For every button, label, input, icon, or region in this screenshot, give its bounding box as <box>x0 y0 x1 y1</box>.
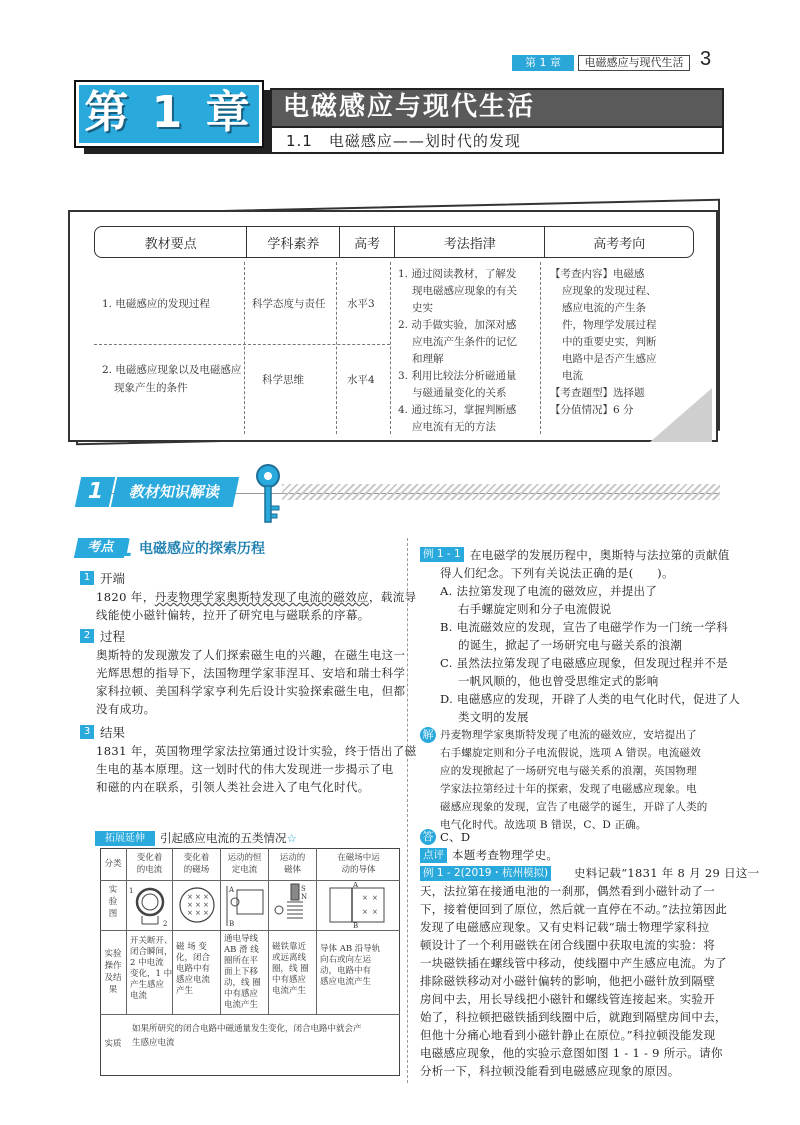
essence-line-2: 生感应电流 <box>132 1038 175 1048</box>
section-title-knowledge: 教材知识解读 <box>111 477 239 507</box>
comment-tag: 点评 <box>420 848 447 863</box>
svg-text:×: × <box>187 909 193 917</box>
example-2-line: 一块磁铁插在螺线管中移动，使线圈中产生感应电流。为了 <box>420 956 727 970</box>
grid-category-label: 分类 <box>104 859 122 869</box>
process-cell-3: 通电导线 AB 滑 线 圈所在平 面上下移 动，线 圈 中有感应 电流产生 <box>224 934 261 1010</box>
essence-line-1: 如果所研究的闭合电路中磁通量发生变化，闭合电路中就会产 <box>132 1024 362 1034</box>
header-points: 教材要点 <box>95 227 247 257</box>
table-row-2-literacy: 科学思维 <box>262 374 304 386</box>
example-2-line: 排除磁铁移动对小磁针偏转的影响，他把小磁针放到隔壁 <box>420 974 715 988</box>
example-tag: 例 1 - 1 <box>420 547 464 562</box>
step-3-line: 1831 年，英国物理学家法拉第通过设计实验，终于悟出了磁 <box>96 744 417 758</box>
column-divider <box>407 538 408 1083</box>
svg-text:×: × <box>362 908 368 916</box>
guide-line: 现电磁感应现象的有关 <box>412 285 517 297</box>
option-a-cont: 右手螺旋定则和分子电流假说 <box>458 602 612 616</box>
example-2-line: 发现了电磁感应现象。又有史料记载“瑞士物理学家科拉 <box>420 920 710 934</box>
section-title: 1.1 电磁感应——划时代的发现 <box>286 132 521 150</box>
moving-conductor-figure <box>322 882 396 928</box>
step-title: 过程 <box>100 629 126 644</box>
chapter-title: 电磁感应与现代生活 <box>283 92 536 122</box>
example-2-tag: 例 1 - 2(2019・杭州模拟) <box>420 866 551 881</box>
fig-label-a: A <box>229 886 235 894</box>
option-d-cont: 类文明的发展 <box>458 710 529 724</box>
grid-header-5: 在磁场中运 动的导体 <box>337 853 380 875</box>
guide-line: 4. 通过练习，掌握判断感 <box>398 404 517 416</box>
grid-essence-label: 实质 <box>104 1039 122 1049</box>
step-2-line: 家科拉顿、美国科学家亨利先后设计实验探索磁生电，但都 <box>96 684 406 698</box>
table-row-1-literacy: 科学态度与责任 <box>252 298 326 310</box>
direction-line: 电流 <box>562 370 583 382</box>
header-direction: 高考考向 <box>593 236 646 252</box>
header-guide: 考法指津 <box>395 227 546 257</box>
fig-label-2: 2 <box>163 920 168 928</box>
process-cell-4: 磁铁靠近 或远离线 圈，线 圈 中有感应 电流产生 <box>272 942 309 996</box>
section-number: 1 <box>75 477 115 507</box>
table-row-1-level: 水平3 <box>347 298 375 310</box>
svg-text:×: × <box>362 894 368 902</box>
option-c: C. 虽然法拉第发现了电磁感应现象，但发现过程并不是 <box>440 656 728 670</box>
magnetic-field-figure <box>176 884 218 928</box>
step-title: 结果 <box>100 725 126 740</box>
year-text: 1820 年， <box>96 590 155 604</box>
direction-line: 感应电流的产生条 <box>562 302 646 314</box>
grid-header-4: 运动的 磁体 <box>279 853 306 875</box>
direction-line: 件，物理学发展过程 <box>562 319 657 331</box>
topic-number: 1 <box>117 534 134 562</box>
example-stem-line: 在电磁学的发展历程中，奥斯特与法拉第的贡献值 <box>470 548 730 562</box>
page-curl <box>650 388 712 442</box>
grid-header-3: 运动的恒 定电流 <box>227 853 262 875</box>
fig-label-b: B <box>229 920 235 928</box>
chapter-number: 第 1 章 <box>84 87 254 138</box>
process-cell-2: 磁 场 变 化，闭合 电路中有 感应电流 产生 <box>176 942 211 996</box>
extension-tag: 拓展延伸 <box>95 831 155 846</box>
option-b: B. 电流磁效应的发现，宣告了电磁学作为一门统一学科 <box>440 620 729 634</box>
step-number: 1 <box>80 571 94 585</box>
fig-label-b: B <box>353 922 359 928</box>
comment-text: 本题考查物理学史。 <box>452 848 559 862</box>
step-1-line-1 <box>96 588 417 606</box>
guide-line: 应电流产生条件的记忆 <box>412 336 517 348</box>
coil-figure <box>128 882 172 928</box>
step-number: 2 <box>80 629 94 643</box>
option-d: D. 电磁感应的发现，开辟了人类的电气化时代，促进了人 <box>440 692 741 706</box>
direction-line: 【分值情况】6 分 <box>550 404 634 416</box>
header-literacy: 学科素养 <box>247 227 340 257</box>
topic-tag: 考点 <box>74 538 128 558</box>
direction-line: 【考查题型】选择题 <box>550 387 645 399</box>
solution-line: 学家法拉第经过十年的探索，发现了电磁感应现象。电 <box>440 783 697 795</box>
guide-line: 2. 动手做实验，加深对感 <box>398 319 517 331</box>
svg-text:×: × <box>195 893 201 901</box>
example-2-line: 史料记载“1831 年 8 月 29 日这一 <box>574 866 760 880</box>
solution-line: 应的发现掀起了一场研究电与磁关系的浪潮，英国物理 <box>440 765 697 777</box>
fig-label-s: S <box>301 885 306 893</box>
example-2-line: 电磁感应现象，他的实验示意图如图 1 - 1 - 9 所示。请你 <box>420 1046 723 1060</box>
example-stem-line: 得人们纪念。下列有关说法正确的是( )。 <box>440 566 674 580</box>
step-2-line: 奥斯特的发现激发了人们探索磁生电的兴趣，在磁生电这一 <box>96 648 406 662</box>
fig-label-a: A <box>353 882 359 889</box>
solution-line: 丹麦物理学家奥斯特发现了电流的磁效应，安培提出了 <box>440 729 697 741</box>
solution-line: 电气化时代。故选项 B 错误，C、D 正确。 <box>440 819 647 831</box>
step-3-line: 生电的基本原理。这一划时代的伟大发现进一步揭示了电 <box>96 762 394 776</box>
study-table-header <box>94 226 694 258</box>
step-3-line: 和磁的内在联系，引领人类社会进入了电气化时代。 <box>96 780 370 794</box>
step-2-line: 光辉思想的指导下，法国物理学家菲涅耳、安培和瑞士科学 <box>96 666 406 680</box>
header-exam: 高考 <box>340 227 395 257</box>
direction-line: 电路中是否产生感应 <box>562 353 657 365</box>
process-cell-5: 导体 AB 沿导轨 向右或向左运 动，电路中有 感应电流产生 <box>320 944 381 987</box>
svg-text:×: × <box>187 901 193 909</box>
example-2-line: 天，法拉第在接通电池的一刹那，偶然看到小磁针动了一 <box>420 884 715 898</box>
direction-line: 中的重要史实，判断 <box>562 336 657 348</box>
example-2-line: 始了，科拉顿把磁铁插到线圈中后，就跑到隔壁房间中去， <box>420 1010 727 1024</box>
fig-label-n: N <box>301 893 308 901</box>
guide-line: 和理解 <box>412 353 444 365</box>
topic-title: 电磁感应的探索历程 <box>139 541 265 557</box>
solution-line: 磁感应现象的发现，宣告了电磁学的诞生，开辟了人类的 <box>440 801 708 813</box>
grid-header-2: 变化着 的磁场 <box>183 853 210 875</box>
direction-line: 应现象的发现过程、 <box>562 285 657 297</box>
step-2-line: 没有成功。 <box>96 702 156 716</box>
table-row-2-level: 水平4 <box>347 374 375 386</box>
svg-text:×: × <box>203 901 209 909</box>
solution-line: 右手螺旋定则和分子电流假说，选项 A 错误。电流磁效 <box>440 747 701 759</box>
grid-header-1: 变化着 的电流 <box>136 853 163 875</box>
option-a: A. 法拉第发现了电流的磁效应，并提出了 <box>440 584 658 598</box>
example-2-line: 顿设计了一个利用磁铁在闭合线圈中获取电流的实验：将 <box>420 938 715 952</box>
chapter-tag: 第 1 章 <box>512 55 574 71</box>
option-c-cont: 一帆风顺的，他也曾受思维定式的影响 <box>458 674 659 688</box>
svg-text:×: × <box>195 909 201 917</box>
table-row-1-point: 1. 电磁感应的发现过程 <box>102 298 210 310</box>
svg-text:×: × <box>187 893 193 901</box>
direction-line: 【考查内容】电磁感 <box>550 268 645 280</box>
continuation-text: ，载流导 <box>368 590 417 604</box>
option-b-cont: 的诞生，掀起了一场研究电与磁关系的浪潮 <box>458 638 683 652</box>
magnet-coil-figure <box>271 882 315 928</box>
guide-line: 1. 通过阅读教材，了解发 <box>398 268 517 280</box>
process-cell-1: 开关断开、 闭合瞬间， 2 中电流 变化，1 中 产生感应 电流 <box>130 936 173 1001</box>
star-icon: ☆ <box>286 831 297 845</box>
section-hatch <box>282 484 720 500</box>
guide-line: 史实 <box>412 302 433 314</box>
svg-text:×: × <box>203 893 209 901</box>
svg-text:×: × <box>195 901 201 909</box>
table-row-2-point-1: 2. 电磁感应现象以及电磁感应 <box>102 364 242 376</box>
fig-label-1: 1 <box>129 887 134 895</box>
guide-line: 应电流有无的方法 <box>412 421 496 433</box>
oersted-discovery-text: 丹麦物理学家奥斯特发现了电流的磁效应 <box>154 590 369 604</box>
grid-process-label: 实验 操作 及结 果 <box>104 949 122 995</box>
page-number: 3 <box>700 48 712 70</box>
step-title: 开端 <box>100 571 126 586</box>
example-2-line: 下，接着便回到了原位，然后就一直停在不动。”法拉第因此 <box>420 902 728 916</box>
extension-title-text: 引起感应电流的五类情况 <box>160 831 287 845</box>
moving-current-figure <box>223 882 267 928</box>
example-2-line: 房间中去，用长导线把小磁针和螺线管连接起来。实验开 <box>420 992 715 1006</box>
svg-text:×: × <box>203 909 209 917</box>
step-1-line-2: 线能使小磁针偏转，拉开了研究电与磁联系的序幕。 <box>96 608 370 622</box>
solution-icon: 解 <box>420 727 436 743</box>
answer-text: C、D <box>440 830 471 844</box>
example-2-line: 分析一下，科拉顿没能看到电磁感应现象的原因。 <box>420 1064 680 1078</box>
grid-figure-label: 实 验 图 <box>108 885 118 919</box>
table-row-2-point-2: 现象产生的条件 <box>114 382 188 394</box>
guide-line: 与磁通量变化的关系 <box>412 387 507 399</box>
step-number: 3 <box>80 725 94 739</box>
answer-icon: 答 <box>420 829 436 845</box>
guide-line: 3. 利用比较法分析磁通量 <box>398 370 517 382</box>
extension-title <box>160 830 297 846</box>
example-2-line: 但他十分痛心地看到小磁针静止在原位。”科拉顿没能发现 <box>420 1028 716 1042</box>
running-title: 电磁感应与现代生活 <box>578 55 690 71</box>
svg-text:×: × <box>372 894 378 902</box>
svg-text:×: × <box>372 908 378 916</box>
key-icon <box>248 462 288 526</box>
